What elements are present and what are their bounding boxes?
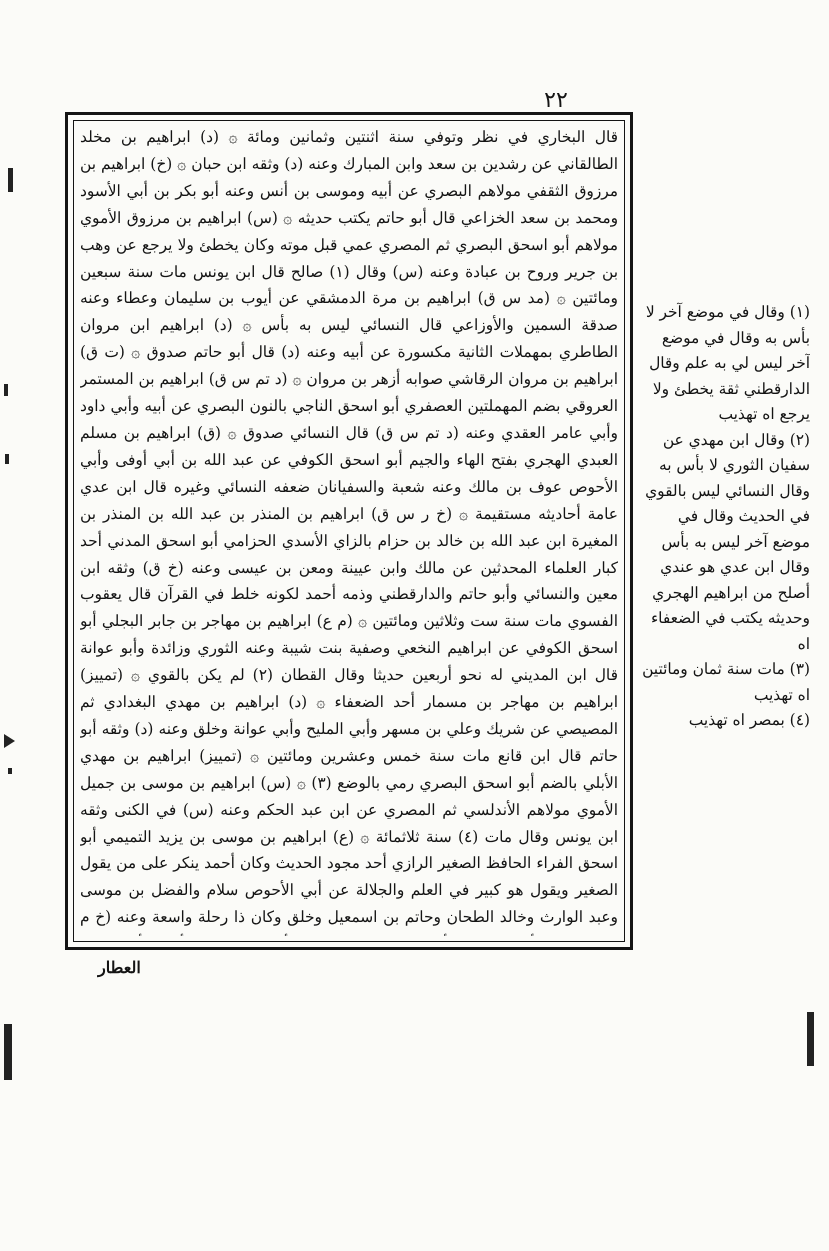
catchword: العطار [98,958,141,977]
margin-note: (٣) مات سنة ثمان ومائتين اه تهذيب [642,660,810,704]
margin-note: (٢) وقال ابن مهدي عن سفيان الثوري لا بأس به وقال النسائي ليس بالقوي في الحديث وقال في موضع آخر ليس به بأس وقال ابن عدي هو عندي أصلح من ابراهيم الهجري وحديثه يكتب في الضعفاء اه [645,430,810,653]
scan-mark [8,168,13,192]
scan-mark [4,1024,12,1080]
scan-mark [8,768,12,774]
scan-mark [807,1012,814,1066]
page-number: ٢٢ [544,88,568,113]
margin-note: (٤) بمصر اه تهذيب [688,711,810,729]
margin-notes [638,300,810,820]
scan-mark [5,454,9,464]
scan-mark [4,384,8,396]
scan-arrow-mark [4,734,15,748]
margin-note: (١) وقال في موضع آخر لا بأس به وقال في موضع آخر ليس لي به علم وقال الدارقطني ثقة يخطئ ولا يرجع اه تهذيب [645,303,810,423]
main-text-block: قال البخاري في نظر وتوفي سنة اثنتين وثمانين ومائة ۞ (د) ابراهيم بن مخلد الطالقاني عن رشدين بن سعد وابن المبارك وعنه (د) وثقه ابن حبان ۞ (خ) ابراهيم بن مرزوق الثقفي مولاهم البصري عن أبيه وموسى بن أنس وعنه أبو بكر بن أبي الأسود ومحمد بن سعد الخزاعي قال أبو حاتم يكتب حديثه ۞ (س) ابراهيم بن مرزوق الأموي مولاهم أبو اسحق البصري ثم المصري عمي قبل موته وكان يخطئ ولا يرجع عن وهب بن جرير وروح بن عبادة وعنه (س) وقال (١) صالح قال ابن يونس مات سنة سبعين ومائتين ۞ (مد س ق) ابراهيم بن مرة الدمشقي عن أيوب بن سليمان وعطاء وعنه صدقة السمين والأوزاعي قال النسائي ليس به بأس ۞ (د) ابراهيم ابن مروان الطاطري بمهملات الثانية مكسورة عن أبيه وعنه (د) قال أبو حاتم صدوق ۞ (ت ق) ابراهيم بن مروان الرقاشي صوابه أزهر بن مروان ۞ (د تم س ق) ابراهيم بن المستمر العروقي بضم المهملتين العصفري أبو اسحق الناجي بالنون البصري عن أبيه وأبي داود وأبي عامر العقدي وعنه (د تم س ق) قال النسائي صدوق ۞ (ق) ابراهيم بن مسلم العبدي الهجري بفتح الهاء والجيم أبو اسحق الكوفي عن عبد الله بن أبي أوفى وأبي الأحوص عوف بن مالك وعنه شعبة والسفيانان ضعفه النسائي وغيره قال ابن عدي عامة أحاديثه مستقيمة ۞ (خ ر س ق) ابراهيم بن المنذر بن عبد الله بن المنذر بن المغيرة ابن عبد الله بن خالد بن حزام بالزاي الأسدي الحزامي أبو اسحق المدني أحد كبار العلماء المحدثين عن مالك وابن عيينة ومعن بن عيسى وعنه (خ ق) وثقه ابن معين والنسائي وأبو حاتم والدارقطني وذمه أحمد لكونه خلط في القرآن قال يعقوب الفسوي مات سنة ست وثلاثين ومائتين ۞ (م ع) ابراهيم بن مهاجر بن جابر البجلي أبو اسحق الكوفي عن ابراهيم النخعي وصفية بنت شيبة وعنه الثوري وزائدة وأبو عوانة قال ابن المديني له نحو أربعين حديثا وقال القطان (٢) لم يكن بالقوي ۞ (تمييز) ابراهيم بن مهاجر بن مسمار أحد الضعفاء ۞ (د) ابراهيم بن مهدي البغدادي ثم المصيصي عن شريك وعلي بن مسهر وأبي المليح وأبي عوانة وخلق وعنه (د) وثقه أبو حاتم قال ابن قانع مات سنة خمس وعشرين ومائتين ۞ (تمييز) ابراهيم بن مهدي الأبلي بالضم أبو اسحق البصري رمي بالوضع (٣) ۞ (س) ابراهيم بن موسى بن جميل الأموي مولاهم الأندلسي ثم المصري عن ابن عبد الحكم وعنه (س) في الكنى وثقه ابن يونس وقال مات (٤) سنة ثلاثمائة ۞ (ع) ابراهيم بن موسى بن يزيد التميمي أبو اسحق الفراء الحافظ الصغير الرازي أحد مجود الحديث وكان أحمد ينكر على من يقول الصغير ويقول هو كبير في العلم والجلالة عن أبي الأحوص سلام والفضل بن موسى وعبد الوارث وخالد الطحان وحاتم بن اسمعيل وخلق وكان ذا رحلة واسعة وعنه (خ م [80,128,618,927]
